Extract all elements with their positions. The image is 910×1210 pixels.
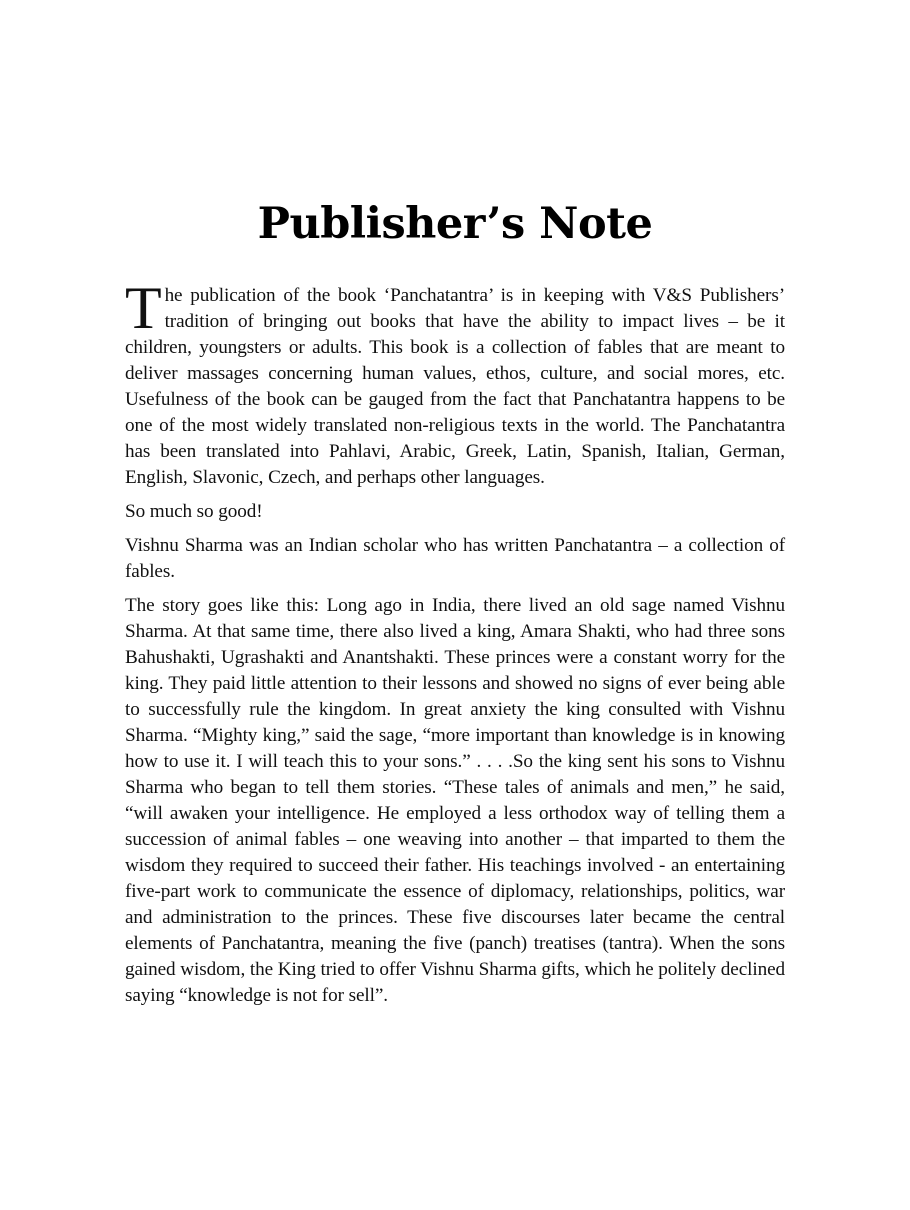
document-page xyxy=(125,195,785,1017)
paragraph-story: The story goes like this: Long ago in India, there lived an old sage named Vishnu Sharma. At that same time, there also lived a king, Amara Shakti, who had three sons Bahushakti, Ugrashakti and Anantshakti. These princes were a constant worry for the king. They paid little attention to their lessons and showed no signs of ever being able to successfully rule the kingdom. In great anxiety the king consulted with Vishnu Sharma. “Mighty king,” said the sage, “more important than knowledge is in knowing how to use it. I will teach this to your sons.” . . . .So the king sent his sons to Vishnu Sharma who began to tell them stories. “These tales of animals and men,” he said, “will awaken your intelligence. He employed a less orthodox way of telling them a succession of animal fables – one weaving into another – that imparted to them the wisdom they required to succeed their father. His teachings involved - an entertaining five-part work to communicate the essence of diplomacy, relationships, politics, war and administration to the princes. These five discourses later became the central elements of Panchatantra, meaning the five (panch) treatises (tantra). When the sons gained wisdom, the King tried to offer Vishnu Sharma gifts, which he politely declined saying “knowledge is not for sell”. xyxy=(125,595,785,1006)
paragraph-vishnu-sharma: Vishnu Sharma was an Indian scholar who has written Panchatantra – a collection of fables. xyxy=(125,535,785,582)
paragraph-so-much-so-good: So much so good! xyxy=(125,501,263,522)
intro-paragraph-text: he publication of the book ‘Panchatantra’ is in keeping with V&S Publishers’ tradition of bringing out books that have the ability to impact lives – be it children, youngsters or adults. This book is a collection of fables that are meant to deliver massages concerning human values, ethos, culture, and social mores, etc. Usefulness of the book can be gauged from the fact that Panchatantra happens to be one of the most widely translated non-religious texts in the world. The Panchatantra has been translated into Pahlavi, Arabic, Greek, Latin, Spanish, Italian, German, English, Slavonic, Czech, and perhaps other languages. xyxy=(125,285,785,488)
page-title: Publisher’s Note xyxy=(257,199,653,249)
intro-paragraph xyxy=(125,275,785,491)
drop-cap: T xyxy=(125,275,162,341)
